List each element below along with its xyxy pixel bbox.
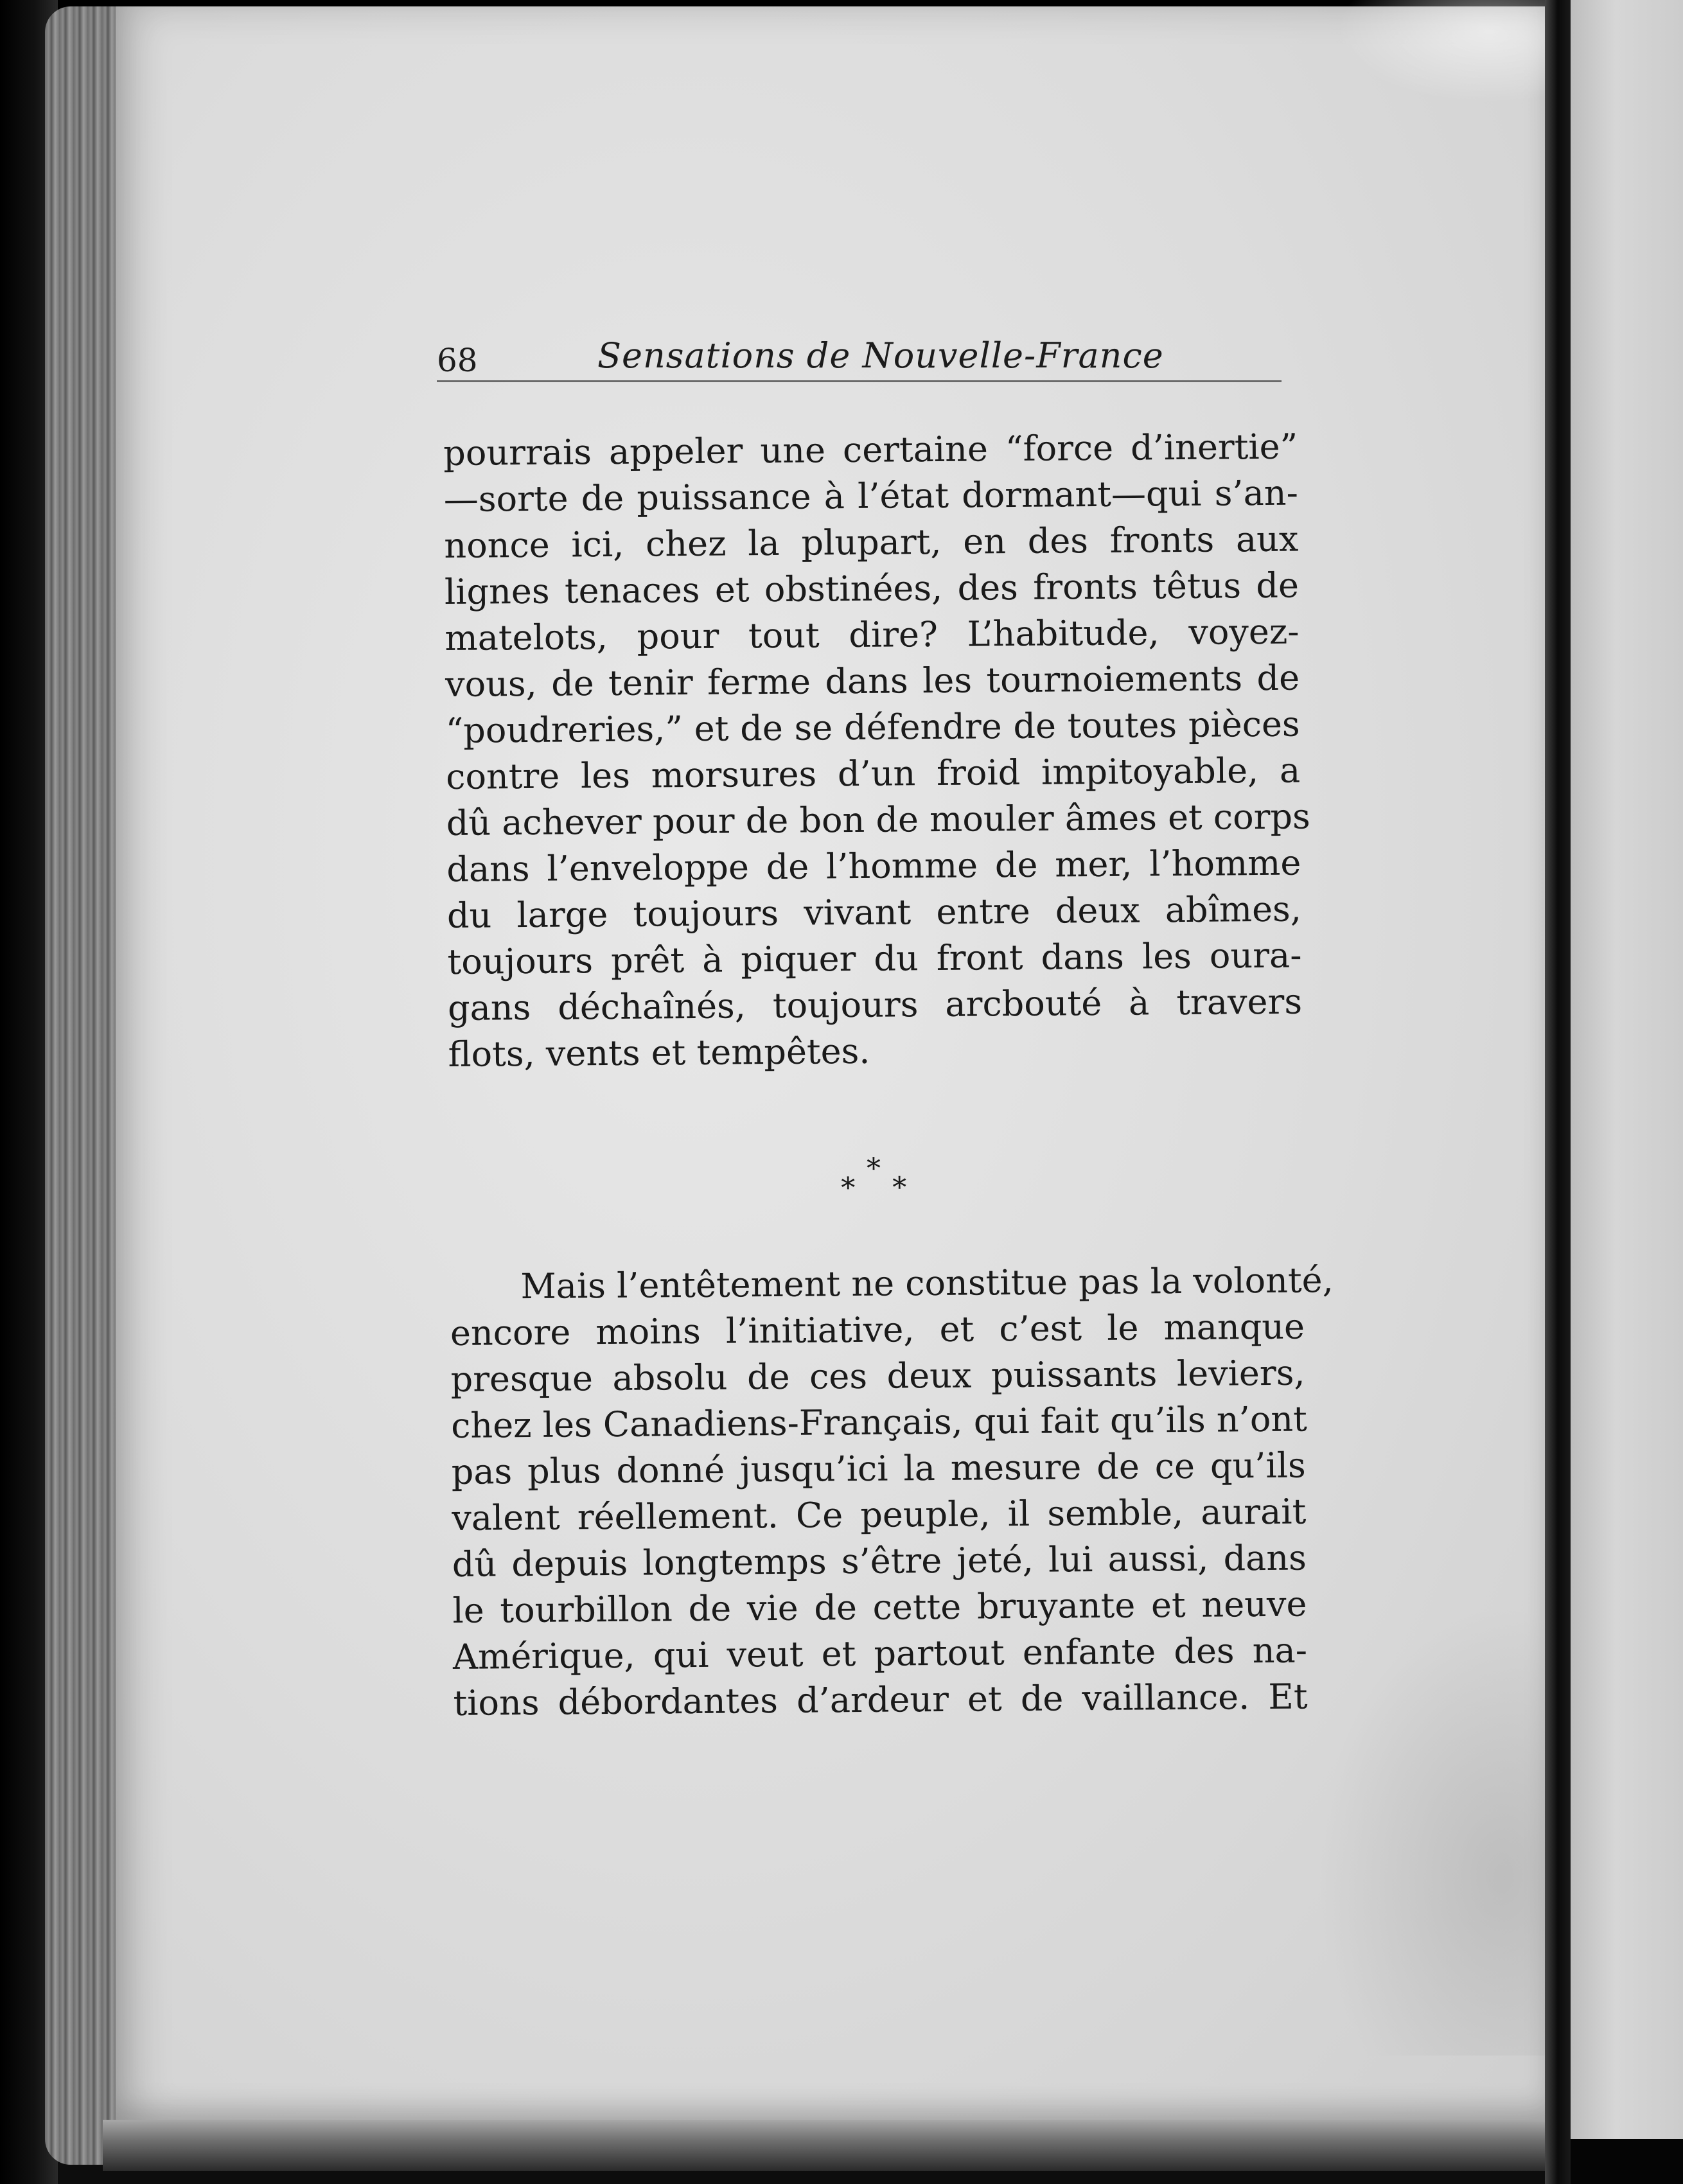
paragraph-1 (443, 424, 1310, 1078)
paragraph-2 (450, 1258, 1334, 1727)
asterisk-right: * (892, 1171, 907, 1204)
text-line: nonce ici, chez la plupart, en des fronts aux (444, 518, 1299, 566)
text-line: toujours prêt à piquer du front dans les oura- (447, 935, 1302, 982)
text-line: encore moins l’initiative, et c’est le manque (450, 1306, 1305, 1353)
page-bottom-edge (103, 2120, 1567, 2171)
book-gutter (1545, 0, 1571, 2184)
text-line: gans déchaînés, toujours arcbouté à travers (447, 981, 1303, 1028)
text-line: presque absolu de ces deux puissants leviers, (450, 1352, 1305, 1400)
text-line: dû achever pour de bon de mouler âmes et corps (446, 796, 1310, 843)
text-line: le tourbillon de vie de cette bruyante et neuve (452, 1583, 1307, 1631)
text-line: du large toujours vivant entre deux abîmes, (446, 888, 1302, 936)
text-line: pas plus donné jusqu’ici la mesure de ce qu’ils (451, 1445, 1306, 1492)
text-line: Amérique, qui veut et partout enfante des na- (452, 1630, 1308, 1677)
paper-stain (1317, 1606, 1548, 2056)
asterisk-left: * (841, 1172, 856, 1205)
body-text (443, 424, 1334, 1727)
page-number: 68 (437, 342, 478, 379)
text-line: “poudreries,” et de se défendre de toutes pièces (445, 703, 1300, 751)
text-line: valent réellement. Ce peuple, il semble, aurait (452, 1491, 1307, 1538)
text-line: dans l’enveloppe de l’homme de mer, l’homme (446, 842, 1301, 890)
scan-border-bottom-right (1571, 2139, 1683, 2184)
text-line: dû depuis longtemps s’être jeté, lui aussi, dans (452, 1537, 1307, 1585)
header-rule (437, 380, 1282, 382)
asterisk-top: * (866, 1152, 881, 1185)
text-line: lignes tenaces et obstinées, des fronts têtus de (444, 565, 1300, 612)
text-line: matelots, pour tout dire? L’habitude, voyez- (445, 611, 1300, 658)
spacer (448, 1071, 1303, 1152)
running-title: Sensations de Nouvelle-France (597, 335, 1164, 376)
text-line: flots, vents et tempêtes. (448, 1030, 870, 1075)
text-line: vous, de tenir ferme dans les tournoiements de (445, 657, 1300, 705)
text-line: tions débordantes d’ardeur et de vaillance. Et (453, 1676, 1308, 1723)
facing-page-edge (1571, 0, 1683, 2139)
text-line: Mais l’entêtement ne constitue pas la volonté, (520, 1260, 1334, 1307)
text-line: chez les Canadiens-Français, qui fait qu’ils n’ont (450, 1398, 1308, 1446)
text-line: contre les morsures d’un froid impitoyable, a (445, 750, 1301, 797)
running-head (437, 335, 1285, 400)
text-line: —sorte de puissance à l’état dormant—qui s’an- (443, 472, 1299, 520)
text-line: pourrais appeler une certaine “force d’inertie” (443, 426, 1298, 473)
paper-crease (1336, 0, 1555, 103)
section-break-asterisks (449, 1145, 1304, 1229)
